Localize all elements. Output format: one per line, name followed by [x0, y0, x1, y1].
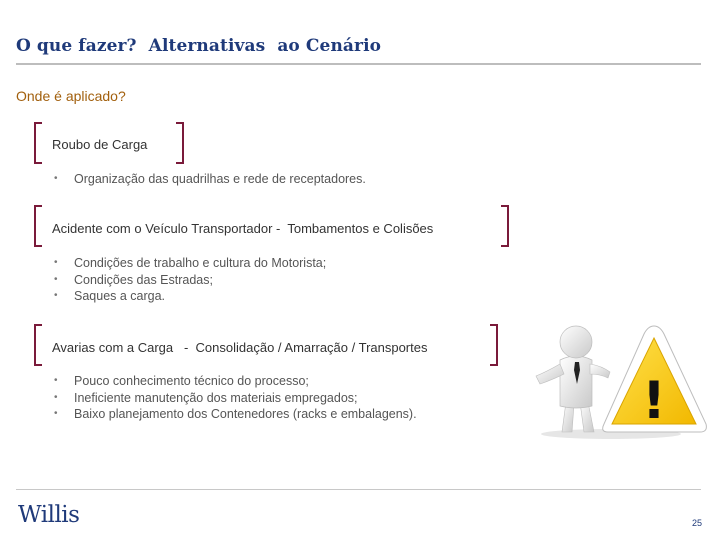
- page-number: 25: [691, 518, 702, 528]
- bracket-right-2: [501, 205, 509, 247]
- bullet-dot: •: [54, 173, 58, 184]
- section-subtitle: Onde é aplicado?: [16, 88, 126, 104]
- list-item: [52, 390, 417, 407]
- section-label-avarias: Avarias com a Carga - Consolidação / Amarração / Transportes: [52, 340, 428, 355]
- bullet-dot: •: [54, 408, 58, 419]
- list-item-text: Condições das Estradas;: [74, 272, 213, 287]
- section-label-roubo: Roubo de Carga: [52, 137, 148, 152]
- list-item: [52, 272, 326, 289]
- bracket-left-3: [34, 324, 42, 366]
- list-item-text: Baixo planejamento dos Contenedores (racks e embalagens).: [74, 407, 417, 421]
- list-item-text: Condições de trabalho e cultura do Motorista;: [74, 256, 327, 270]
- bullet-dot: •: [54, 290, 58, 301]
- bullet-dot: •: [54, 257, 58, 268]
- person-figure-icon: [526, 320, 712, 440]
- bullet-list-roubo: [52, 171, 366, 188]
- bracket-right-1: [176, 122, 184, 164]
- bullet-dot: •: [54, 375, 58, 386]
- list-item: [52, 406, 417, 423]
- warning-illustration: [526, 320, 712, 440]
- list-item-text: Pouco conhecimento técnico do processo;: [74, 374, 309, 388]
- list-item-text: Ineficiente manutenção dos materiais empregados;: [74, 390, 358, 405]
- list-item: [52, 373, 417, 390]
- bullet-list-acidente: [52, 255, 326, 305]
- list-item-text: Organização das quadrilhas e rede de receptadores.: [74, 172, 366, 186]
- list-item: [52, 171, 366, 188]
- list-item: [52, 288, 326, 305]
- section-label-acidente: Acidente com o Veículo Transportador - Tombamentos e Colisões: [52, 221, 434, 236]
- bracket-left-2: [34, 205, 42, 247]
- list-item: [52, 255, 326, 272]
- warning-sign-icon: [603, 326, 707, 432]
- bullet-dot: •: [54, 273, 58, 285]
- bracket-left-1: [34, 122, 42, 164]
- list-item-text: Saques a carga.: [74, 289, 166, 303]
- warning-exclamation: !: [642, 371, 666, 431]
- slide-title: O que fazer? Alternativas ao Cenário: [16, 36, 382, 56]
- bracket-right-3: [490, 324, 498, 366]
- footer-divider: [16, 489, 701, 490]
- title-divider: [16, 63, 701, 65]
- bullet-list-avarias: [52, 373, 417, 423]
- bullet-dot: •: [54, 391, 58, 403]
- willis-logo: Willis: [18, 502, 80, 528]
